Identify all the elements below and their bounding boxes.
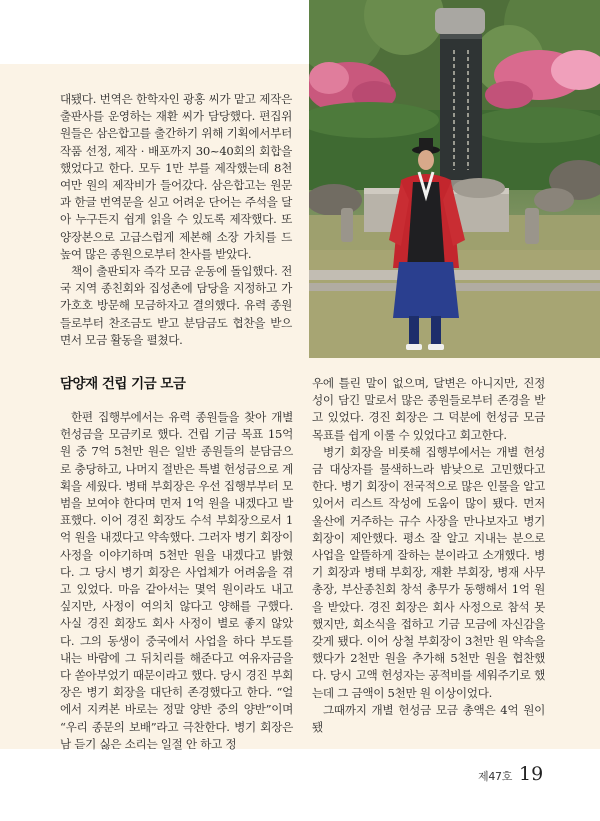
article-column-left-bottom <box>60 409 293 753</box>
paragraph: 한편 집행부에서는 유력 종원들을 찾아 개별 헌성금을 모금키로 했다. 건립 기금 목표 15억 원 중 7억 5천만 원은 일반 종원들의 분담금으로 충당하고, 나머지 절반은 특별 헌성금으로 계획을 세웠다. 병태 부회장은 우선 집행부부터 모범을 보여야 한다며 먼저 1억 원을 내겠다고 발표했다. 이어 경진 회장도 수석 부회장으로서 1억 원을 내겠다고 약속했다. 그러자 병기 회장이 사정을 이야기하며 5천만 원을 내겠다고 밝혔다. 그 당시 병기 회장은 사업체가 어려움을 겪고 있었다. 마음 같아서는 몇억 원이라도 내고 싶지만, 사정이 여의치 않다고 양해를 구했다. 사실 경진 회장도 회사 사정이 별로 좋지 않았다. 그의 동생이 중국에서 사업을 하다 부도를 내는 바람에 그 뒤치리를 해준다고 여유자금을 다 쏟아부었기 때문이라고 했다. 당시 경진 부회장은 병기 회장을 대단히 존경했다고 한다. “얼에서 지켜본 바로는 정말 양반 중의 양반”이며 “우리 종문의 보배”라고 극찬한다. 병기 회장은 남 듣기 싫은 소리는 일절 안 하고 정 <box>60 410 293 751</box>
photo-illustration <box>309 0 600 358</box>
article-photo <box>309 0 600 358</box>
page-number: 19 <box>519 763 544 785</box>
article-column-right <box>312 375 545 736</box>
paragraph: 병기 회장을 비롯해 집행부에서는 개별 헌성금 대상자를 물색하느라 밤낮으로 고민했다고 한다. 병기 회장이 전국적으로 많은 인물을 알고 있어서 리스트 작성에 도움이 많이 됐다. 먼저 울산에 거주하는 규수 사장을 만나보자고 병기 회장이 제안했다. 평소 잘 알고 지내는 분으로 사업을 알뜰하게 잘하는 분이라고 소개했다. 병기 회장과 병태 부회장, 재환 부회장, 병재 사무총장, 부산종친회 창석 총무가 동행해서 1억 원을 받았다. 경진 회장은 회사 사정으로 참석 못 했지만, 희소식을 접하고 기금 모금에 자신감을 갖게 됐다. 이어 상철 부회장이 3천만 원 약속을 했다가 2천만 원을 추가해 5천만 원을 협찬했다. 당시 고액 헌성자는 공적비를 세워주기로 했는데 그 금액이 5천만 원 이상이었다. <box>312 444 545 700</box>
paragraph: 그때까지 개별 헌성금 모금 총액은 4억 원이 됐 <box>312 702 545 735</box>
paragraph: 우에 틀린 말이 없으며, 달변은 아니지만, 진정성이 담긴 말로서 많은 종원들로부터 존경을 받고 있었다. 경진 회장은 그 덕분에 헌성금 모금 목표를 쉽게 이룰 수 있었다고 회고한다. <box>312 376 545 442</box>
paragraph: 대됐다. 번역은 한학자인 광홍 씨가 맡고 제작은 출판사를 운영하는 재환 씨가 담당했다. 편집위원들은 삼은합고를 출간하기 위해 기획에서부터 작품 선정, 제작 · 배포까지 30~40회의 회합을 했었다고 한다. 모두 1만 부를 제작했는데 8천여만 원의 제작비가 들어갔다. 삼은합고는 원문과 한글 번역문을 싣고 어려운 단어는 주석을 달아 누구든지 쉽게 읽을 수 있도록 제작했다. 또 양장본으로 고급스럽게 제본해 소장 가치를 드높여 많은 종원으로부터 찬사를 받았다. <box>60 92 292 261</box>
bottom-margin <box>0 749 600 821</box>
issue-number: 제47호 <box>478 770 513 783</box>
article-column-left-top <box>60 91 292 349</box>
paragraph: 책이 출판되자 즉각 모금 운동에 돌입했다. 전국 지역 종친회와 집성촌에 담당을 지정하고 가가호호 방문해 모금하자고 결의했다. 유력 종원들로부터 찬조금도 받고 분담금도 협찬을 받으면서 모금 활동을 펼쳤다. <box>60 264 292 347</box>
section-heading: 담양재 건립 기금 모금 <box>60 376 186 392</box>
